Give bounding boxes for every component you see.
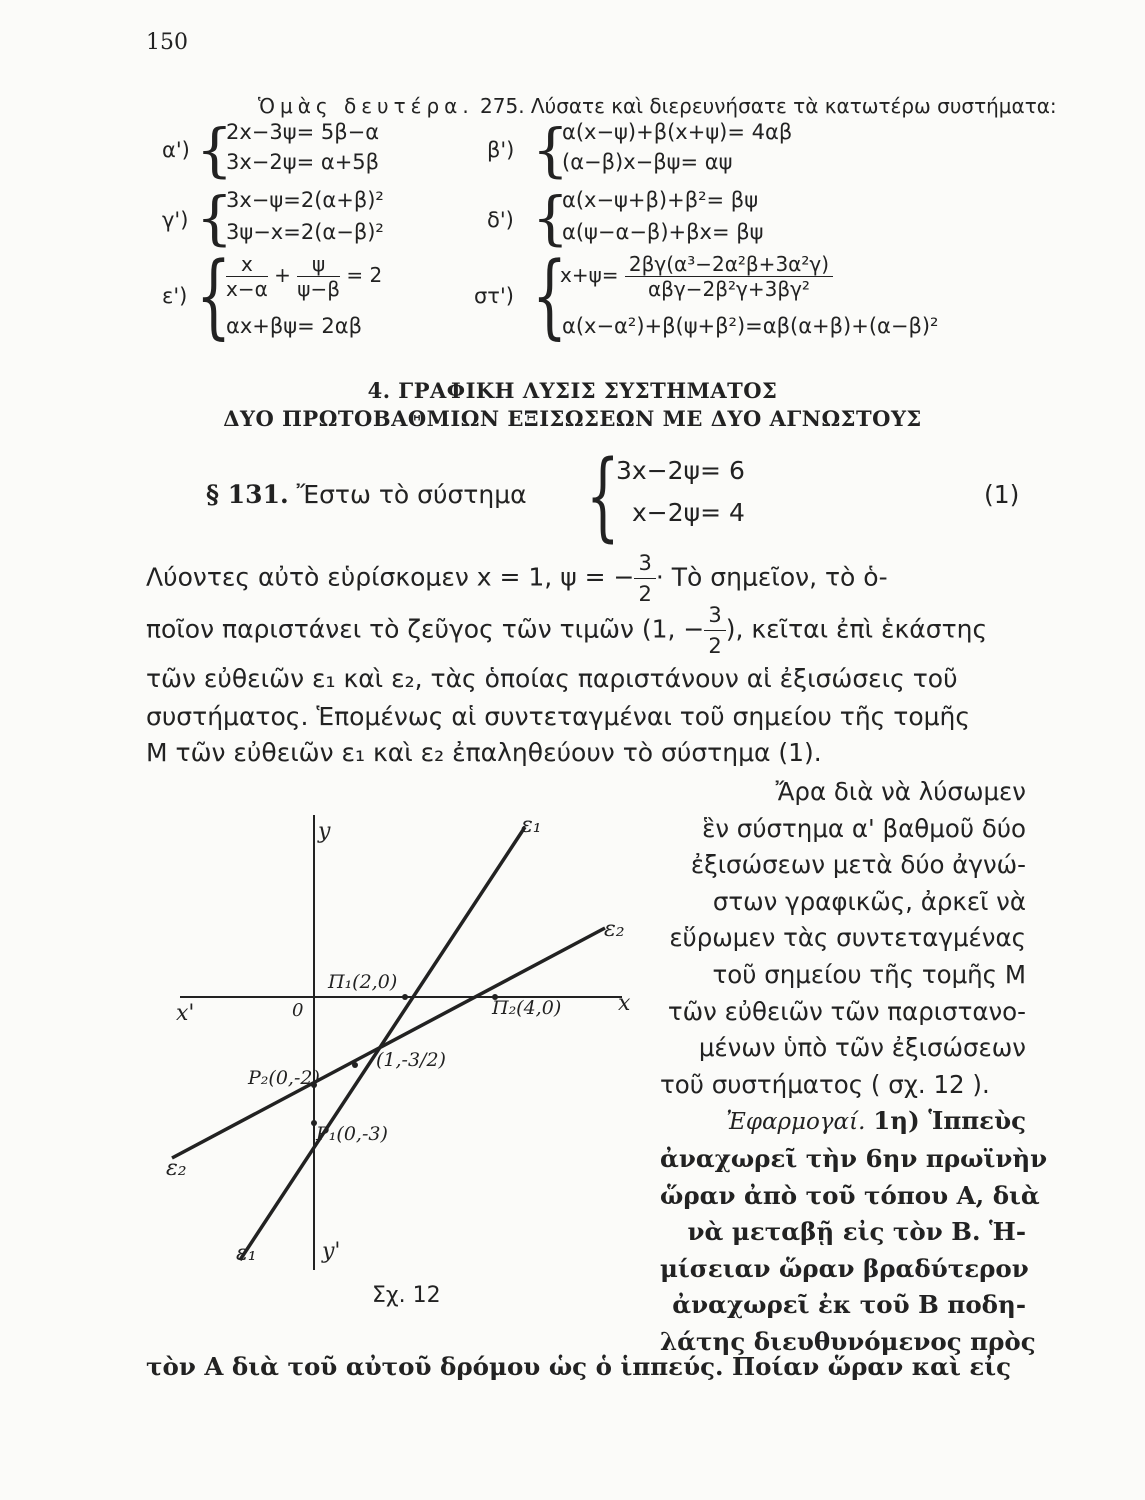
frac-num: x (226, 252, 268, 277)
p2-label: Π₂(4,0) (492, 997, 562, 1019)
system-d-eq2: α(ψ−α−β)+βx= βψ (562, 220, 764, 244)
point-p1 (402, 994, 408, 1000)
frac-den: ψ−β (297, 277, 340, 301)
line-e2 (172, 928, 605, 1158)
page-number: 150 (146, 30, 188, 55)
f-lhs: x+ψ= (560, 263, 619, 287)
frac-num: 3 (704, 600, 725, 631)
e2-left-label: ε₂ (166, 1156, 187, 1181)
frac-num: 3 (634, 548, 655, 579)
y-label: y (318, 819, 331, 844)
body-line-5: Μ τῶν εὐθειῶν ε₁ καὶ ε₂ ἐπαληθεύουν τὸ σύστημα (1). (146, 738, 822, 767)
e1-top-label: ε₁ (521, 813, 542, 838)
p1-label: Π₁(2,0) (328, 971, 398, 993)
system-b-label: β') (487, 138, 515, 162)
right-column-line: εὕρωμεν τὰς συντεταγμένας (669, 923, 1026, 953)
application-line: ἀναχωρεῖ τὴν 6ην πρωϊνὴν (660, 1143, 1048, 1173)
application-line: ὥραν ἀπὸ τοῦ τόπου Α, διὰ (660, 1180, 1040, 1210)
system-e-label: ε') (162, 284, 188, 308)
e1-bottom-label: ε₁ (236, 1241, 257, 1266)
text: ), κεῖται ἐπὶ ἑκάστης (725, 614, 988, 644)
applications-label: Ἐφαρμογαί. (726, 1109, 866, 1136)
system-f-eq2: α(x−α²)+β(ψ+β²)=αβ(α+β)+(α−β)² (562, 314, 939, 338)
text: ποῖον παριστάνει τὸ ζεῦγος τῶν τιμῶν (1, − (146, 614, 705, 644)
system-eq2: x−2ψ= 4 (632, 498, 745, 527)
application-line: μίσειαν ὥραν βραδύτερον (660, 1253, 1029, 1283)
plus-sign: + (274, 263, 291, 287)
right-column-line: μένων ὑπὸ τῶν ἐξισώσεων (698, 1033, 1026, 1063)
x-label: x (618, 991, 631, 1016)
frac-num: ψ (297, 252, 340, 277)
system-eq1: 3x−2ψ= 6 (616, 456, 745, 485)
last-line: τὸν Α διὰ τοῦ αὐτοῦ δρόμου ὡς ὁ ἱππεύς. Ποίαν ὥραν καὶ εἰς (146, 1352, 1012, 1381)
text: Λύοντες αὐτὸ εὑρίσκομεν x = 1, ψ = − (146, 562, 635, 592)
origin-label: 0 (292, 1000, 304, 1021)
system-a-eq1: 2x−3ψ= 5β−α (226, 120, 380, 144)
brace: { (196, 116, 233, 184)
application-line: λάτης διευθυνόμενος πρὸς (660, 1326, 1036, 1356)
right-column-line: τοῦ συστήματος ( σχ. 12 ). (660, 1069, 990, 1099)
system-d-label: δ') (487, 208, 514, 232)
brace: { (196, 242, 232, 349)
line-e1 (240, 827, 525, 1260)
system-a-eq2: 3x−2ψ= α+5β (226, 150, 380, 174)
application-line: νὰ μεταβῇ εἰς τὸν Β. Ἡ- (687, 1217, 1026, 1247)
application-line: ἀναχωρεῖ ἐκ τοῦ Β ποδη- (672, 1290, 1026, 1320)
frac-num: 2βγ(α³−2α²β+3α²γ) (625, 252, 833, 277)
section-heading-line1: 4. ΓΡΑΦΙΚΗ ΛΥΣΙΣ ΣΥΣΤΗΜΑΤΟΣ (367, 378, 778, 403)
text: · Τὸ σημεῖον, τὸ ὁ- (655, 562, 888, 592)
system-d-eq1: α(x−ψ+β)+β²= βψ (562, 188, 759, 212)
system-c-eq2: 3ψ−x=2(α−β)² (226, 220, 384, 244)
right-column-line: Ἄρα διὰ νὰ λύσωμεν (775, 777, 1026, 806)
r2-label: Ρ₂(0,-2) (248, 1067, 320, 1089)
system-c-eq1: 3x−ψ=2(α+β)² (226, 188, 384, 212)
intro-text: Ἔστω τὸ σύστημα (296, 480, 527, 509)
frac-den: x−α (226, 277, 268, 301)
y-prime-label: y' (322, 1239, 341, 1264)
group-title: Ὁμὰς δευτέρα. (258, 94, 474, 118)
system-b-eq1: α(x−ψ)+β(x+ψ)= 4αβ (562, 120, 793, 144)
e2-right-label: ε₂ (604, 917, 625, 942)
frac-den: 2 (708, 634, 722, 658)
x-prime-label: x' (176, 1001, 195, 1026)
brace: { (532, 184, 569, 252)
frac-den: 2 (638, 582, 652, 606)
right-column-line: ἓν σύστημα α' βαθμοῦ δύο (702, 813, 1026, 843)
system-c-label: γ') (162, 208, 189, 232)
m-label: (1,-3/2) (376, 1049, 446, 1071)
right-column-line: στων γραφικῶς, ἀρκεῖ νὰ (712, 886, 1026, 916)
application-text: 1η) Ἱππεὺς (873, 1106, 1026, 1136)
system-e-eq2: αx+βψ= 2αβ (226, 314, 362, 338)
equals-rhs: = 2 (346, 263, 383, 287)
exercise-problem: 275. Λύσατε καὶ διερευνήσατε τὰ κατωτέρω συστήματα: (480, 94, 1057, 118)
brace: { (532, 242, 568, 349)
brace: { (586, 440, 620, 552)
figure-caption: Σχ. 12 (372, 1283, 441, 1308)
frac-den: αβγ−2β²γ+3βγ² (647, 277, 810, 301)
paragraph-label: § 131. (206, 480, 289, 509)
right-column-line: τῶν εὐθειῶν τῶν παριστανο- (667, 996, 1026, 1026)
body-line-3: τῶν εὐθειῶν ε₁ καὶ ε₂, τὰς ὁποίας παριστάνουν αἱ ἐξισώσεις τοῦ (146, 664, 958, 693)
r1-label: Ρ₁(0,-3) (316, 1123, 388, 1145)
right-column-line: τοῦ σημείου τῆς τομῆς Μ (712, 959, 1026, 989)
point-m (352, 1062, 358, 1068)
body-line-4: συστήματος. Ἑπομένως αἱ συντεταγμέναι τοῦ σημείου τῆς τομῆς (146, 702, 971, 731)
system-a-label: α') (162, 138, 190, 162)
system-f-label: στ') (474, 284, 514, 308)
section-heading-line2: ΔΥΟ ΠΡΩΤΟΒΑΘΜΙΩΝ ΕΞΙΣΩΣΕΩΝ ΜΕ ΔΥΟ ΑΓΝΩΣΤΟΥΣ (223, 406, 922, 431)
brace: { (196, 184, 233, 252)
equation-number: (1) (984, 480, 1020, 509)
brace: { (532, 116, 569, 184)
right-column-line: ἐξισώσεων μετὰ δύο ἀγνώ- (690, 850, 1026, 880)
system-b-eq2: (α−β)x−βψ= αψ (562, 150, 733, 174)
